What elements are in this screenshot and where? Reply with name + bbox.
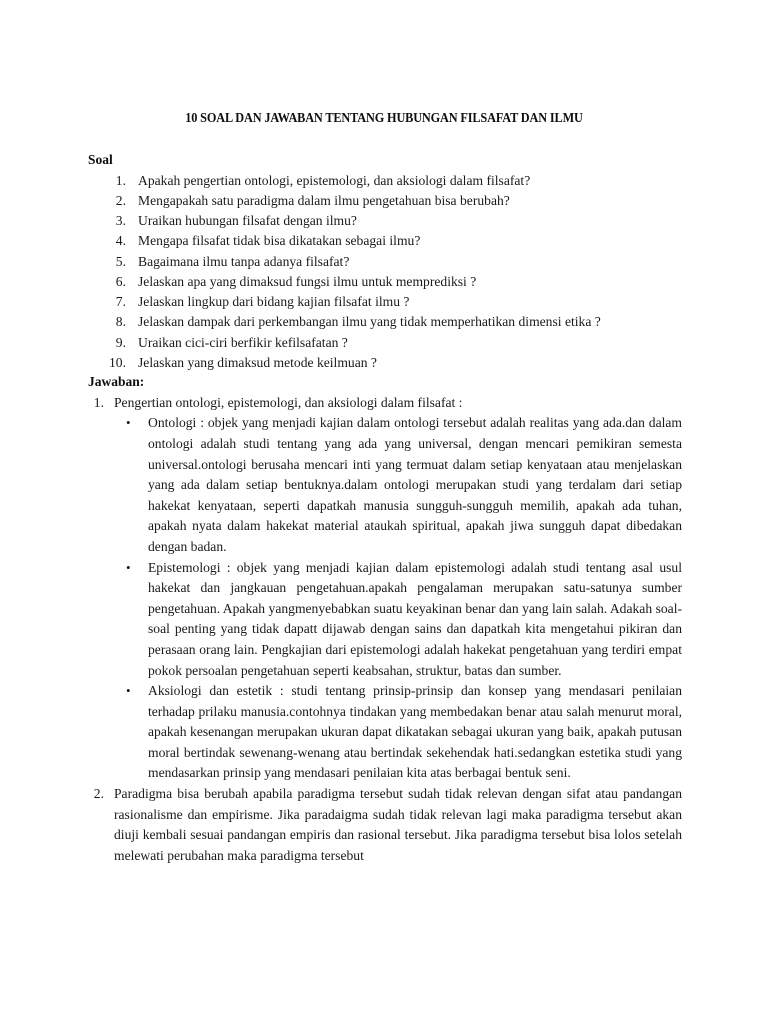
question-number: 4.	[115, 233, 126, 249]
question-text: Mengapakah satu paradigma dalam ilmu pengetahuan bisa berubah?	[138, 193, 510, 209]
bullet-text: Aksiologi dan estetik : studi tentang prinsip-prinsip dan konsep yang mendasari penilaian terhadap prilaku manusia.contohnya tindakan yang membedakan benar atau salah menurut moral, apakah kesenangan merupakan ukuran dapat dikatakan sebagai ukuran yang baik, apakah putusan moral bertindak sewenang-wenang atau bertindak sekehendak hati.sedangkan estetika studi yang mendasarkan prinsip yang mendasari penilaian kita atas berbagai bentuk seni.	[148, 683, 682, 781]
question-text: Jelaskan lingkup dari bidang kajian filsafat ilmu ?	[138, 294, 410, 310]
question-item	[88, 252, 682, 272]
question-text: Uraikan cici-ciri berfikir kefilsafatan ?	[138, 334, 348, 350]
question-item	[88, 231, 682, 251]
answer-item-2	[88, 784, 682, 866]
question-item	[88, 211, 682, 231]
bullet-dot-icon: •	[126, 683, 131, 699]
bullet-dot-icon: •	[126, 559, 131, 575]
bullet-item-ontologi	[114, 413, 682, 557]
questions-section-label	[88, 152, 682, 169]
question-number: 6.	[115, 273, 126, 289]
question-item	[88, 333, 682, 353]
question-text: Apakah pengertian ontologi, epistemologi, dan aksiologi dalam filsafat?	[138, 172, 531, 188]
questions-label-text: Soal	[88, 152, 113, 167]
question-item	[88, 312, 682, 332]
question-number: 7.	[115, 294, 126, 310]
bullet-text: Ontologi : objek yang menjadi kajian dalam ontologi tersebut adalah realitas yang ada.dan dalam ontologi adalah studi tentang yang ada yang universal, dengan mencari pemikiran semesta universal.ontologi berusaha mencari inti yang termuat dalam setiap kenyataan atau menjelaskan yang ada dalam setiap bentuknya.dalam ontologi merupakan studi yang terdalam dari setiap hakekat kenyataan, seperti dapatkah manusia sungguh-sungguh memilih, apakah ada tuhan, apakah nyata dalam hakekat material ataukah spiritual, apakah jiwa sungguh dapat dibedakan dengan badan.	[148, 415, 682, 554]
answer-1-bullet-list	[114, 413, 682, 784]
questions-section	[88, 152, 682, 373]
answers-section-label: Jawaban:	[88, 373, 145, 389]
questions-list	[88, 171, 682, 373]
answer-lead-text: Pengertian ontologi, epistemologi, dan aksiologi dalam filsafat :	[114, 394, 463, 410]
answer-text: Paradigma bisa berubah apabila paradigma tersebut sudah tidak relevan dengan sifat atau pandangan rasionalisme dan empirisme. Jika paradaigma sudah tidak relevan lagi maka paradigma tersebut akan diuji kembali sesuai pandangan empiris dan rasional tersebut. Jika paradigma tersebut bisa lolos setelah melewati perubahan maka paradigma tersebut	[114, 786, 682, 863]
answer-item-1	[88, 393, 682, 784]
question-item	[88, 171, 682, 191]
question-number: 2.	[115, 193, 126, 209]
question-item	[88, 191, 682, 211]
question-number: 3.	[115, 213, 126, 229]
bullet-item-epistemologi	[114, 558, 682, 682]
question-item	[88, 272, 682, 292]
question-text: Mengapa filsafat tidak bisa dikatakan sebagai ilmu?	[138, 233, 421, 249]
question-item	[88, 292, 682, 312]
question-text: Uraikan hubungan filsafat dengan ilmu?	[138, 213, 357, 229]
question-number: 5.	[115, 253, 126, 269]
question-text: Jelaskan yang dimaksud metode keilmuan ?	[138, 354, 377, 370]
document-body	[88, 152, 682, 866]
question-item	[88, 353, 682, 373]
question-number: 8.	[115, 314, 126, 330]
bullet-item-aksiologi	[114, 681, 682, 784]
question-number: 1.	[115, 172, 126, 188]
question-text: Jelaskan dampak dari perkembangan ilmu yang tidak memperhatikan dimensi etika ?	[138, 314, 601, 330]
question-text: Jelaskan apa yang dimaksud fungsi ilmu untuk memprediksi ?	[138, 273, 477, 289]
bullet-dot-icon: •	[126, 415, 131, 431]
question-number: 10.	[109, 354, 126, 370]
answer-number: 1.	[93, 394, 104, 410]
answer-number: 2.	[93, 786, 104, 802]
page-title: 10 SOAL DAN JAWABAN TENTANG HUBUNGAN FILSAFAT DAN ILMU	[185, 110, 583, 125]
bullet-text: Epistemologi : objek yang menjadi kajian dalam epistemologi adalah studi tentang asal usul hakekat dan jangkauan pengetahuan.apakah pengalaman merupakan satu-satunya sumber pengetahuan. Apakah yangmenyebabkan suatu keyakinan benar dan yang lain salah. Adakah soal-soal penting yang tidak dapatt dijawab dengan sains dan dapatkah kita mengetahui pikiran dan perasaan orang lain. Pengkajian dari epistemologi adalah hakekat pengetahuan yang terdiri empat pokok persoalan pengetahuan seperti keabsahan, struktur, batas dan sumber.	[148, 559, 682, 678]
question-text: Bagaimana ilmu tanpa adanya filsafat?	[138, 253, 350, 269]
answers-section	[88, 374, 682, 867]
question-number: 9.	[115, 334, 126, 350]
answers-list	[88, 393, 682, 867]
